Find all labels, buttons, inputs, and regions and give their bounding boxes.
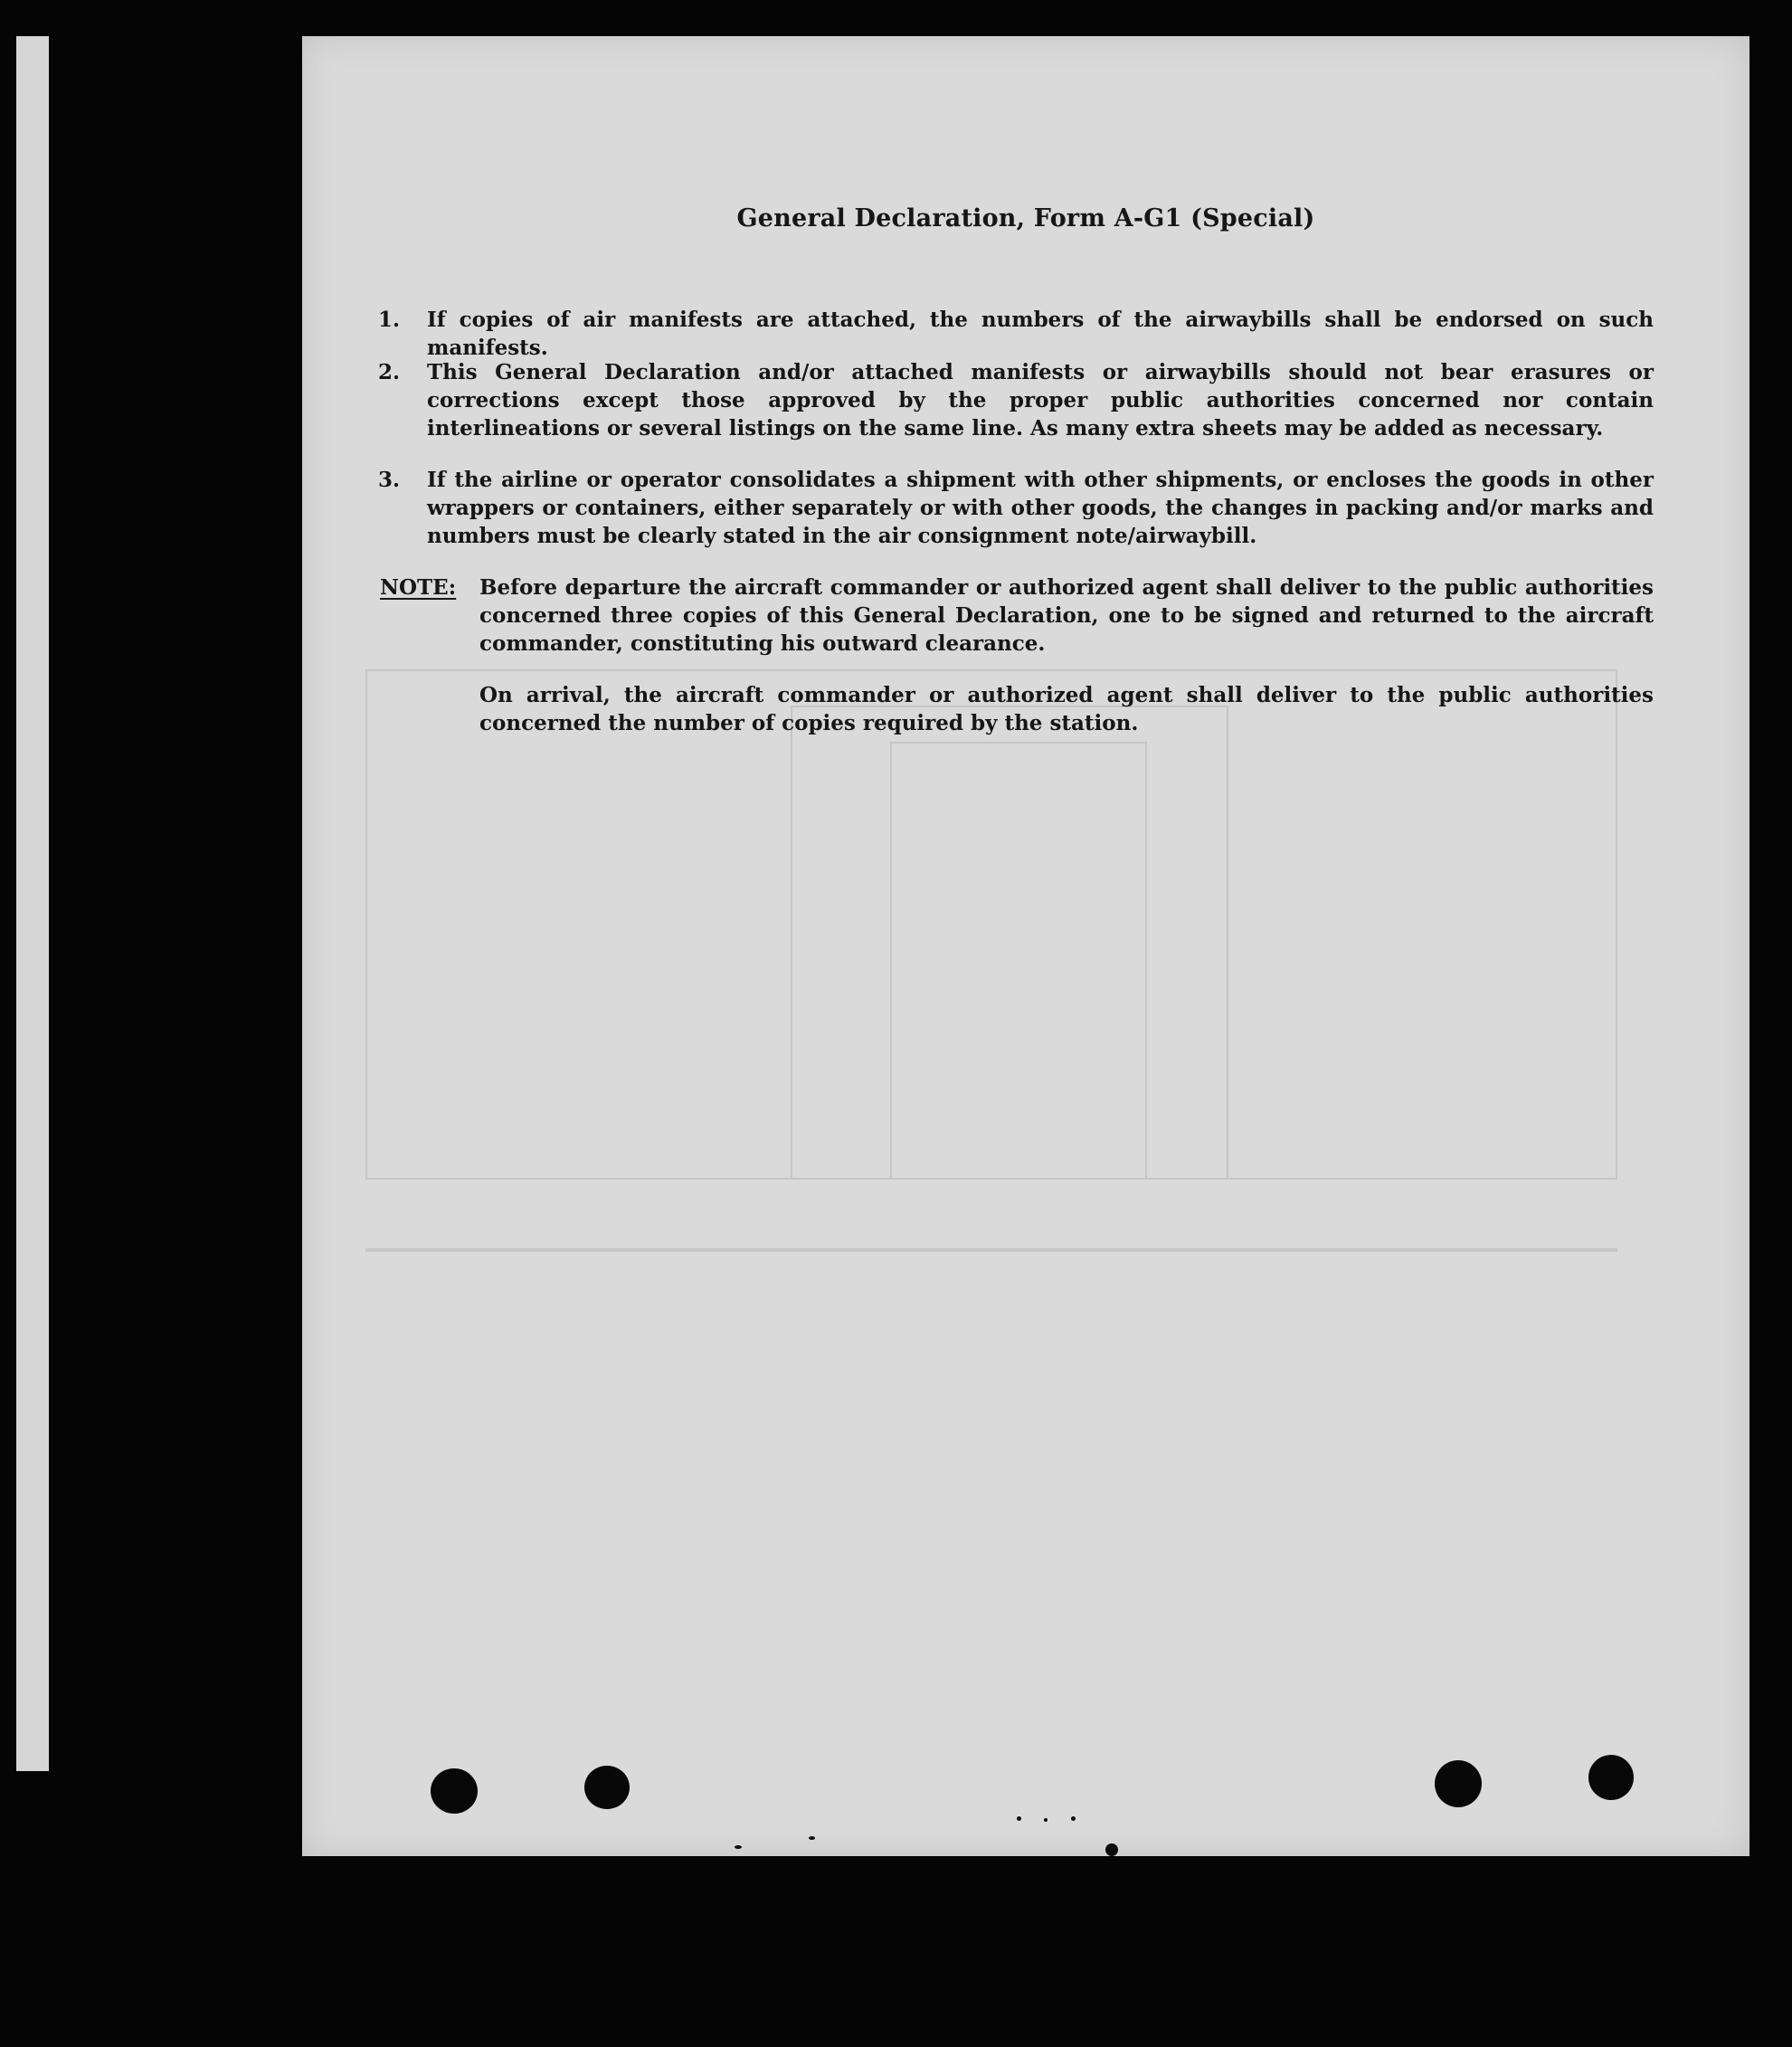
scan-speck [1105, 1843, 1118, 1856]
punch-hole [584, 1766, 630, 1809]
item-2-number: 2. [378, 360, 401, 384]
punch-hole [1588, 1755, 1634, 1800]
item-1-text: If copies of air manifests are attached, the numbers of the airwaybills shall be endorsed on such manifests. [427, 308, 1654, 360]
adjacent-page-edge [16, 36, 49, 1771]
note-paragraph-2: On arrival, the aircraft commander or authorized agent shall deliver to the public authorities concerned the number of copies required by the station. [479, 683, 1654, 735]
scan-speck [1044, 1818, 1048, 1822]
punch-hole [431, 1768, 478, 1814]
scan-speck [1071, 1816, 1076, 1821]
bleed-through-form-grid [365, 669, 1650, 1321]
item-1-number: 1. [378, 308, 401, 332]
item-3-number: 3. [378, 468, 401, 492]
note-label: NOTE: [380, 575, 457, 600]
punch-hole [1435, 1760, 1482, 1807]
note-paragraph-1: Before departure the aircraft commander or authorized agent shall deliver to the public authorities concerned three copies of this General Declaration, one to be signed and returned to the aircraft commander, constituting his outward clearance. [479, 575, 1654, 656]
scan-speck [735, 1845, 742, 1849]
document-page [302, 36, 1749, 1856]
scan-speck [1017, 1816, 1021, 1821]
page-title: General Declaration, Form A-G1 (Special) [736, 204, 1315, 232]
item-3-text: If the airline or operator consolidates a shipment with other shipments, or encloses the goods in other wrappers or containers, either separately or with other goods, the changes in packing and/or marks and numbers must be clearly stated in the air consignment note/airwaybill. [427, 468, 1654, 548]
item-2-text: This General Declaration and/or attached manifests or airwaybills should not bear erasures or corrections except those approved by the proper public authorities concerned nor contain interlineations or several listings on the same line. As many extra sheets may be added as necessary. [427, 360, 1654, 441]
scan-speck [809, 1836, 815, 1840]
